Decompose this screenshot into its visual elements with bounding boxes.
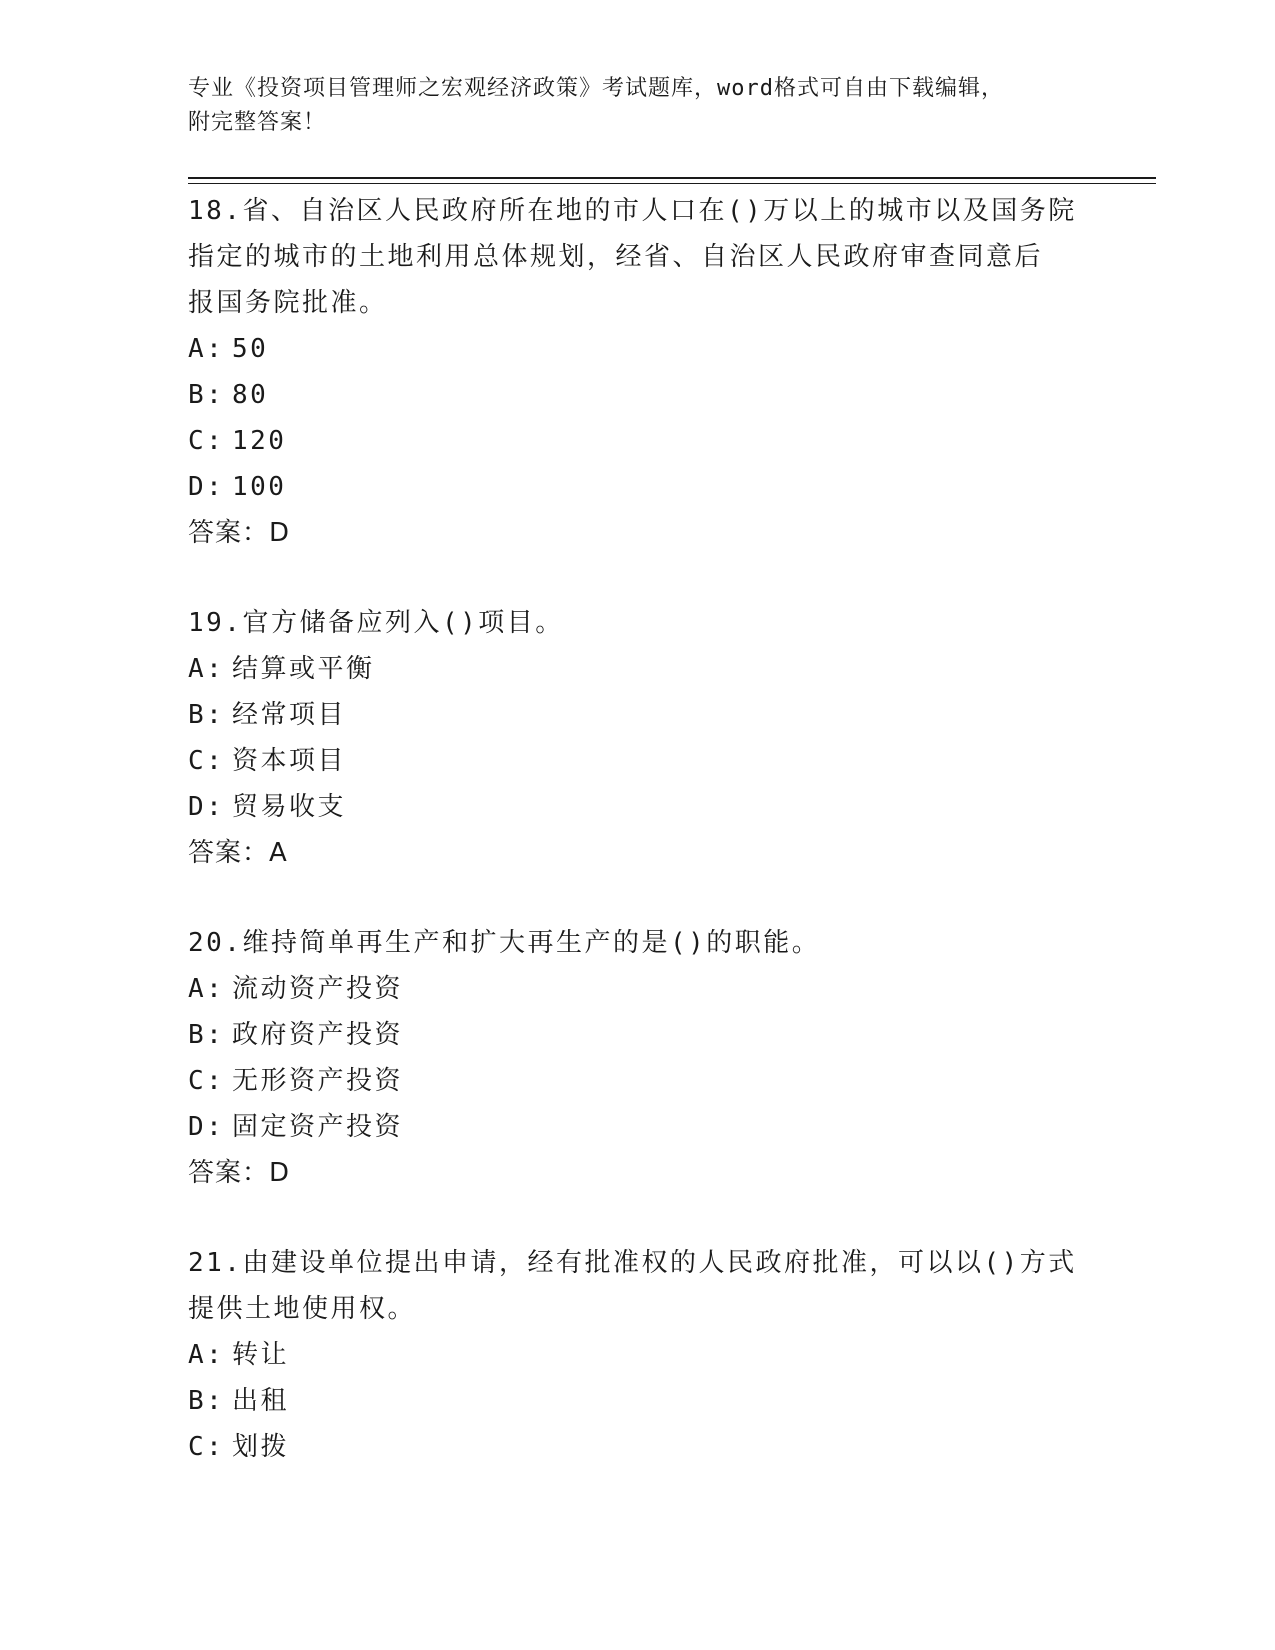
option-key: B: [188,700,225,730]
option-text: 结算或平衡 [232,654,375,684]
answer-option [188,1012,1088,1058]
question-stem-line: 18.省、自治区人民政府所在地的市人口在()万以上的城市以及国务院 [188,196,1077,226]
answer-key: 答案：D [188,518,291,548]
option-text: 50 [232,334,269,364]
question-list [188,188,1088,1514]
option-text: 固定资产投资 [232,1112,404,1142]
option-key: C: [188,1432,225,1462]
answer-option [188,784,1088,830]
answer-key: 答案：D [188,1158,291,1188]
question-stem-line: 指定的城市的土地利用总体规划，经省、自治区人民政府审查同意后 [188,242,1044,272]
option-text: 80 [232,380,269,410]
option-key: D: [188,472,225,502]
option-text: 120 [232,426,287,456]
answer-key: 答案：A [188,838,288,868]
header-divider-bottom [188,183,1156,184]
answer-option [188,738,1088,784]
option-key: A: [188,1340,225,1370]
option-text: 资本项目 [232,746,347,776]
option-text: 无形资产投资 [232,1066,404,1096]
question-stem-line: 19.官方储备应列入()项目。 [188,608,564,638]
option-text: 出租 [232,1386,290,1416]
question-stem-line: 21.由建设单位提出申请，经有批准权的人民政府批准，可以以()方式 [188,1248,1077,1278]
option-key: A: [188,654,225,684]
option-key: C: [188,426,225,456]
answer-option [188,464,1088,510]
option-key: A: [188,974,225,1004]
document-header [188,72,1068,140]
option-key: C: [188,746,225,776]
question-stem-line: 报国务院批准。 [188,288,388,318]
answer-option [188,418,1088,464]
question-block [188,1240,1088,1470]
option-key: A: [188,334,225,364]
option-key: D: [188,1112,225,1142]
header-line-2: 附完整答案！ [188,110,327,135]
question-stem-line: 提供土地使用权。 [188,1294,417,1324]
option-key: B: [188,380,225,410]
option-text: 转让 [232,1340,290,1370]
answer-option [188,326,1088,372]
option-text: 贸易收支 [232,792,347,822]
answer-option [188,966,1088,1012]
answer-option [188,372,1088,418]
question-block [188,600,1088,876]
answer-option [188,1104,1088,1150]
option-key: D: [188,792,225,822]
question-block [188,188,1088,556]
option-text: 经常项目 [232,700,347,730]
option-text: 政府资产投资 [232,1020,404,1050]
header-divider-top [188,177,1156,179]
answer-option [188,1058,1088,1104]
option-text: 划拨 [232,1432,290,1462]
option-key: C: [188,1066,225,1096]
question-block [188,920,1088,1196]
option-key: B: [188,1386,225,1416]
answer-option [188,1424,1088,1470]
answer-option [188,1332,1088,1378]
answer-option [188,692,1088,738]
option-key: B: [188,1020,225,1050]
answer-option [188,1378,1088,1424]
option-text: 流动资产投资 [232,974,404,1004]
header-line-1: 专业《投资项目管理师之宏观经济政策》考试题库，word格式可自由下载编辑， [188,76,1004,101]
answer-option [188,646,1088,692]
question-stem-line: 20.维持简单再生产和扩大再生产的是()的职能。 [188,928,821,958]
option-text: 100 [232,472,287,502]
